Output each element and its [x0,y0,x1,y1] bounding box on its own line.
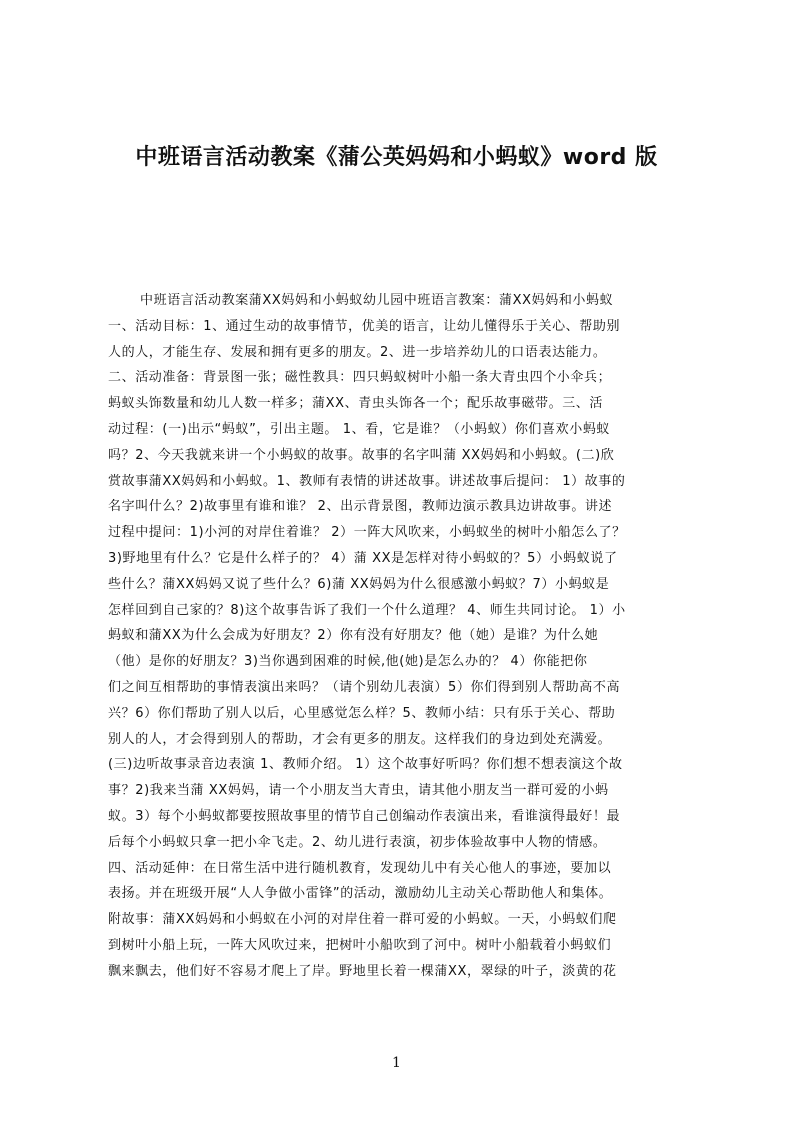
text-line: 别人的人，才会得到别人的帮助，才会有更多的朋友。这样我们的身边到处充满爱。 [108,731,612,747]
text-line: 人的人，才能生存、发展和拥有更多的朋友。2、进一步培养幼儿的口语表达能力。 [108,344,607,360]
text-line: 怎样回到自己家的？8)这个故事告诉了我们一个什么道理？ 4、师生共同讨论。 1）小 [108,602,626,618]
text-line: 3)野地里有什么？它是什么样子的？ 4）蒲 XX是怎样对待小蚂蚁的？5）小蚂蚁说了 [108,550,618,566]
text-line: 动过程：(一)出示“蚂蚁”，引出主题。 1、看，它是谁？（小蚂蚁）你们喜欢小蚂蚁 [108,421,611,437]
text-line: 过程中提问：1)小河的对岸住着谁？ 2）一阵大风吹来，小蚂蚁坐的树叶小船怎么了？ [108,525,626,541]
text-line: 蚂蚁和蒲XX为什么会成为好朋友？2）你有没有好朋友？他（她）是谁？为什么她 [108,628,599,644]
text-line: 到树叶小船上玩，一阵大风吹过来，把树叶小船吹到了河中。树叶小船载着小蚂蚁们 [108,937,612,953]
document-title: 中班语言活动教案《蒲公英妈妈和小蚂蚁》word 版 [135,145,658,170]
text-line: 附故事：蒲XX妈妈和小蚂蚁在小河的对岸住着一群可爱的小蚂蚁。一天，小蚂蚁们爬 [108,912,617,928]
text-line: (三)边听故事录音边表演 1、教师介绍。 1）这个故事好听吗？你们想不想表演这个故 [108,757,623,773]
text-line: 中班语言活动教案蒲XX妈妈和小蚂蚁幼儿园中班语言教案：蒲XX妈妈和小蚂蚁 [140,293,614,308]
text-line: 表扬。并在班级开展“人人争做小雷锋”的活动，激励幼儿主动关心帮助他人和集体。 [108,886,613,902]
text-line: 兴？6）你们帮助了别人以后，心里感觉怎么样？5、教师小结：只有乐于关心、帮助 [108,705,616,721]
text-line: 赏故事蒲XX妈妈和小蚂蚁。1、教师有表情的讲述故事。讲述故事后提问： 1）故事的 [108,473,626,489]
text-line: 二、活动准备：背景图一张；磁性教具：四只蚂蚁树叶小船一条大青虫四个小伞兵； [108,370,612,386]
text-line: 四、活动延伸：在日常生活中进行随机教育，发现幼儿中有关心他人的事迹，要加以 [108,860,612,876]
page-number: 1 [392,1055,401,1071]
text-line: 蚁。3）每个小蚂蚁都要按照故事里的情节自己创编动作表演出来，看谁演得最好！最 [108,808,621,824]
text-line: （他）是你的好朋友？3)当你遇到困难的时候,他(她)是怎么办的？ 4）你能把你 [108,654,588,670]
text-line: 一、活动目标：1、通过生动的故事情节，优美的语言，让幼儿懂得乐于关心、帮助别 [108,318,621,334]
text-line: 蚂蚁头饰数量和幼儿人数一样多；蒲XX、青虫头饰各一个；配乐故事磁带。三、活 [108,396,604,412]
text-line: 些什么？蒲XX妈妈又说了些什么？6)蒲 XX妈妈为什么很感激小蚂蚁？7）小蚂蚁是 [108,576,610,592]
text-line: 名字叫什么？2)故事里有谁和谁？ 2、出示背景图，教师边演示教具边讲故事。讲述 [108,499,613,515]
text-line: 后每个小蚂蚁只拿一把小伞飞走。2、幼儿进行表演，初步体验故事中人物的情感。 [108,834,607,850]
document-body [108,288,698,985]
text-line: 事？2)我来当蒲 XX妈妈，请一个小朋友当大青虫，请其他小朋友当一群可爱的小蚂 [108,783,609,799]
text-line: 飘来飘去，他们好不容易才爬上了岸。野地里长着一棵蒲XX，翠绿的叶子，淡黄的花 [108,963,617,979]
text-line: 们之间互相帮助的事情表演出来吗？（请个别幼儿表演）5）你们得到别人帮助高不高 [108,679,621,695]
text-line: 吗？2、今天我就来讲一个小蚂蚁的故事。故事的名字叫蒲 XX妈妈和小蚂蚁。(二)欣 [108,447,615,463]
